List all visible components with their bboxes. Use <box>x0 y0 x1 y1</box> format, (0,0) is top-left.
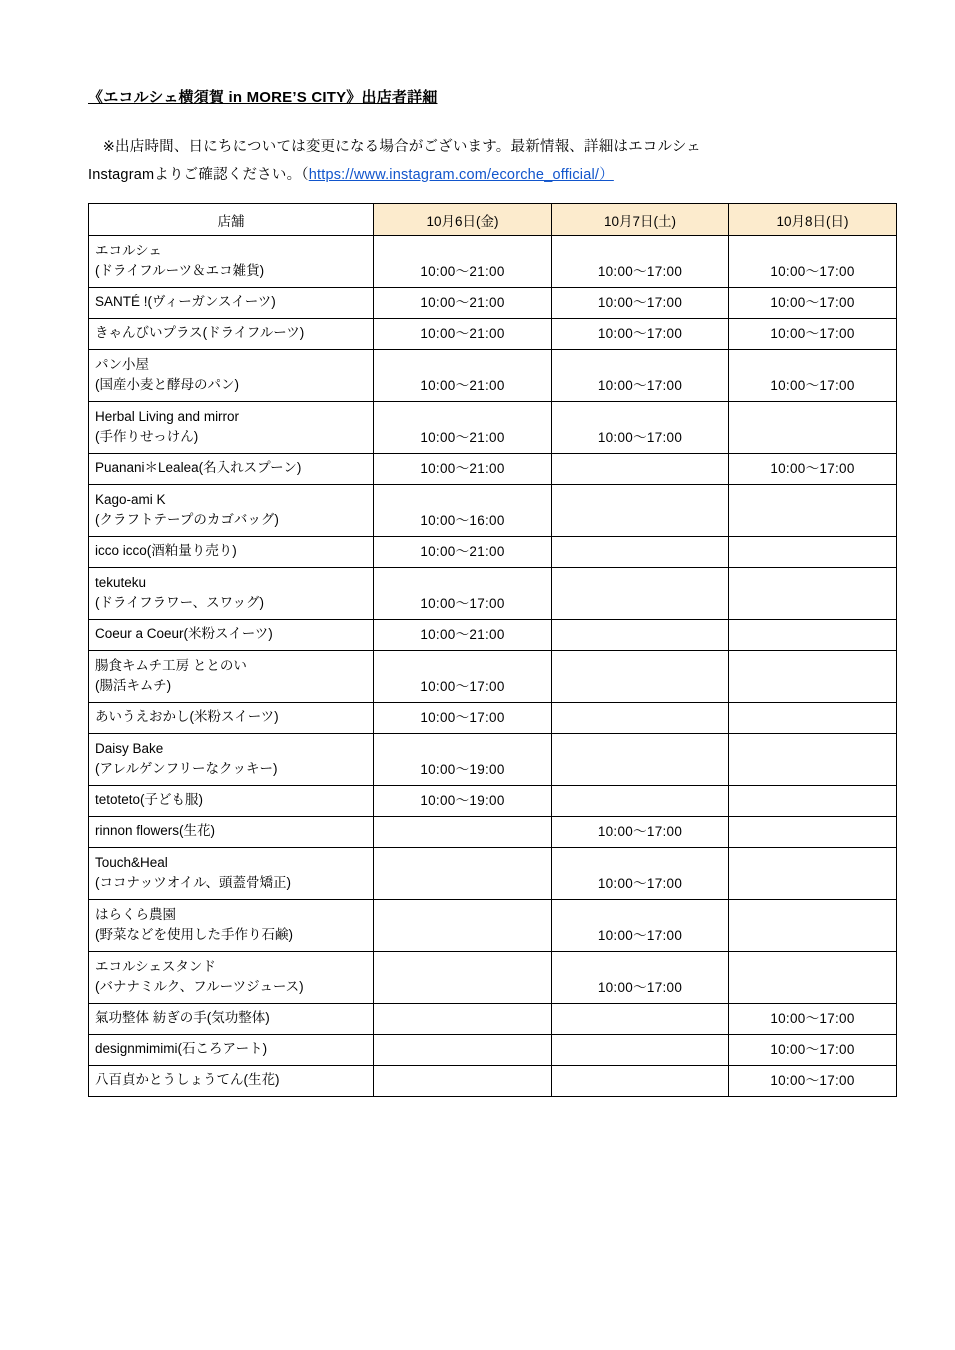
store-name-line: (ココナッツオイル、頭蓋骨矯正) <box>95 875 291 890</box>
time-cell: 10:00～17:00 <box>729 1004 897 1035</box>
header-sun: 10月8日(日) <box>729 204 897 236</box>
time-cell <box>552 703 729 734</box>
time-cell <box>552 651 729 703</box>
store-name-line: (クラフトテープのカゴバッグ) <box>95 512 279 527</box>
store-name-cell <box>89 703 374 734</box>
time-cell: 10:00～17:00 <box>729 350 897 402</box>
page-title: 《エコルシェ横須賀 in MORE’S CITY》出店者詳細 <box>88 89 438 106</box>
time-cell <box>552 485 729 537</box>
time-cell: 10:00～17:00 <box>552 319 729 350</box>
time-cell: 10:00～17:00 <box>729 1066 897 1097</box>
store-name-line: 腸食キムチ工房 ととのい <box>95 658 247 673</box>
store-name-line: Herbal Living and mirror <box>95 409 240 424</box>
table-row <box>89 1004 897 1035</box>
table-row <box>89 900 897 952</box>
time-cell: 10:00～21:00 <box>374 350 552 402</box>
instagram-link[interactable]: https://www.instagram.com/ecorche_official/） <box>308 166 614 183</box>
time-cell: 10:00～17:00 <box>729 1035 897 1066</box>
time-cell <box>729 568 897 620</box>
store-name-cell <box>89 1035 374 1066</box>
store-name-cell <box>89 817 374 848</box>
time-cell <box>552 568 729 620</box>
time-cell <box>729 703 897 734</box>
table-row <box>89 454 897 485</box>
store-name-line: Coeur a Coeur(米粉スイーツ) <box>95 626 273 641</box>
store-name-cell <box>89 402 374 454</box>
table-row <box>89 952 897 1004</box>
note-paragraph <box>88 134 898 189</box>
table-row <box>89 288 897 319</box>
time-cell: 10:00～21:00 <box>374 537 552 568</box>
time-cell: 10:00～21:00 <box>374 236 552 288</box>
store-name-line: (ドライフラワー、スワッグ) <box>95 595 264 610</box>
store-name-cell <box>89 900 374 952</box>
time-cell: 10:00～17:00 <box>552 900 729 952</box>
time-cell <box>374 952 552 1004</box>
time-cell: 10:00～17:00 <box>552 236 729 288</box>
store-name-line: (バナナミルク、フルーツジュース) <box>95 979 304 994</box>
time-cell: 10:00～17:00 <box>552 848 729 900</box>
time-cell: 10:00～17:00 <box>729 454 897 485</box>
store-name-line: icco icco(酒粕量り売り) <box>95 543 237 558</box>
store-name-cell <box>89 734 374 786</box>
time-cell: 10:00～17:00 <box>729 236 897 288</box>
time-cell <box>552 620 729 651</box>
store-name-line: Touch&Heal <box>95 855 168 870</box>
time-cell: 10:00～19:00 <box>374 734 552 786</box>
store-name-cell <box>89 786 374 817</box>
time-cell <box>374 1066 552 1097</box>
table-row <box>89 236 897 288</box>
time-cell <box>374 900 552 952</box>
table-row <box>89 786 897 817</box>
table-row <box>89 620 897 651</box>
table-row <box>89 485 897 537</box>
time-cell <box>729 786 897 817</box>
table-row <box>89 537 897 568</box>
store-name-cell <box>89 1004 374 1035</box>
header-fri: 10月6日(金) <box>374 204 552 236</box>
table-row <box>89 734 897 786</box>
store-name-line: Daisy Bake <box>95 741 164 756</box>
store-name-cell <box>89 568 374 620</box>
time-cell <box>729 734 897 786</box>
store-name-cell <box>89 236 374 288</box>
time-cell <box>552 1035 729 1066</box>
time-cell <box>552 1004 729 1035</box>
store-name-cell <box>89 848 374 900</box>
time-cell <box>729 900 897 952</box>
time-cell: 10:00～17:00 <box>552 952 729 1004</box>
store-name-cell <box>89 319 374 350</box>
store-name-cell <box>89 288 374 319</box>
table-row <box>89 848 897 900</box>
store-name-cell <box>89 537 374 568</box>
store-name-line: (野菜などを使用した手作り石鹸) <box>95 927 293 942</box>
store-name-line: はらくら農園 <box>95 907 176 922</box>
store-name-cell <box>89 454 374 485</box>
time-cell <box>374 817 552 848</box>
vendor-schedule-table <box>88 203 897 1097</box>
time-cell <box>552 734 729 786</box>
header-sat: 10月7日(土) <box>552 204 729 236</box>
time-cell <box>552 786 729 817</box>
store-name-line: (腸活キムチ) <box>95 678 172 693</box>
time-cell: 10:00～17:00 <box>729 288 897 319</box>
store-name-line: SANTÉ !(ヴィーガンスイーツ) <box>95 294 276 309</box>
store-name-line: 氣功整体 紡ぎの手(気功整体) <box>95 1010 270 1025</box>
table-row <box>89 651 897 703</box>
time-cell: 10:00～21:00 <box>374 620 552 651</box>
store-name-line: tekuteku <box>95 575 147 590</box>
store-name-line: (国産小麦と酵母のパン) <box>95 377 239 392</box>
table-row <box>89 817 897 848</box>
store-name-cell <box>89 620 374 651</box>
vendor-rows <box>89 236 897 1097</box>
time-cell: 10:00～17:00 <box>552 350 729 402</box>
time-cell: 10:00～17:00 <box>374 703 552 734</box>
time-cell <box>729 537 897 568</box>
time-cell: 10:00～19:00 <box>374 786 552 817</box>
store-name-line: designmimimi(石ころアート) <box>95 1041 268 1056</box>
time-cell <box>729 402 897 454</box>
time-cell <box>374 1004 552 1035</box>
header-row <box>89 204 897 236</box>
time-cell: 10:00～21:00 <box>374 319 552 350</box>
store-name-line: エコルシェスタンド <box>95 959 216 974</box>
note-line2-prefix: Instagramよりご確認ください。（ <box>88 166 309 183</box>
time-cell: 10:00～17:00 <box>552 402 729 454</box>
store-name-cell <box>89 651 374 703</box>
store-name-line: 八百貞かとうしょうてん(生花) <box>95 1072 280 1087</box>
time-cell: 10:00～17:00 <box>374 651 552 703</box>
store-name-line: エコルシェ <box>95 243 162 258</box>
store-name-line: きゃんびいプラス(ドライフルーツ) <box>95 325 305 340</box>
store-name-line: パン小屋 <box>95 357 149 372</box>
time-cell <box>729 952 897 1004</box>
time-cell <box>729 848 897 900</box>
time-cell: 10:00～21:00 <box>374 402 552 454</box>
store-name-line: (手作りせっけん) <box>95 429 199 444</box>
table-row <box>89 703 897 734</box>
table-row <box>89 319 897 350</box>
time-cell <box>552 454 729 485</box>
time-cell <box>374 1035 552 1066</box>
store-name-cell <box>89 1066 374 1097</box>
store-name-line: (ドライフルーツ＆エコ雑貨) <box>95 263 265 278</box>
table-row <box>89 1035 897 1066</box>
table-row <box>89 402 897 454</box>
time-cell: 10:00～17:00 <box>552 817 729 848</box>
time-cell <box>729 485 897 537</box>
time-cell: 10:00～16:00 <box>374 485 552 537</box>
time-cell <box>729 817 897 848</box>
note-line1: ※出店時間、日にちについては変更になる場合がございます。最新情報、詳細はエコルシェ <box>88 139 701 155</box>
store-name-line: あいうえおかし(米粉スイーツ) <box>95 709 279 724</box>
table-header <box>89 204 897 236</box>
time-cell <box>374 848 552 900</box>
store-name-line: Kago-ami K <box>95 492 166 507</box>
time-cell <box>552 1066 729 1097</box>
table-row <box>89 1066 897 1097</box>
store-name-line: Puanani＊Lealea(名入れスプーン) <box>95 460 302 475</box>
time-cell: 10:00～17:00 <box>729 319 897 350</box>
store-name-line: rinnon flowers(生花) <box>95 823 216 838</box>
time-cell: 10:00～17:00 <box>374 568 552 620</box>
time-cell <box>729 651 897 703</box>
store-name-cell <box>89 350 374 402</box>
store-name-line: tetoteto(子ども服) <box>95 792 204 807</box>
header-store: 店舗 <box>89 204 374 236</box>
store-name-cell <box>89 952 374 1004</box>
time-cell: 10:00～17:00 <box>552 288 729 319</box>
time-cell: 10:00～21:00 <box>374 288 552 319</box>
table-row <box>89 568 897 620</box>
time-cell <box>729 620 897 651</box>
store-name-line: (アレルゲンフリーなクッキー) <box>95 761 278 776</box>
table-row <box>89 350 897 402</box>
time-cell <box>552 537 729 568</box>
store-name-cell <box>89 485 374 537</box>
time-cell: 10:00～21:00 <box>374 454 552 485</box>
